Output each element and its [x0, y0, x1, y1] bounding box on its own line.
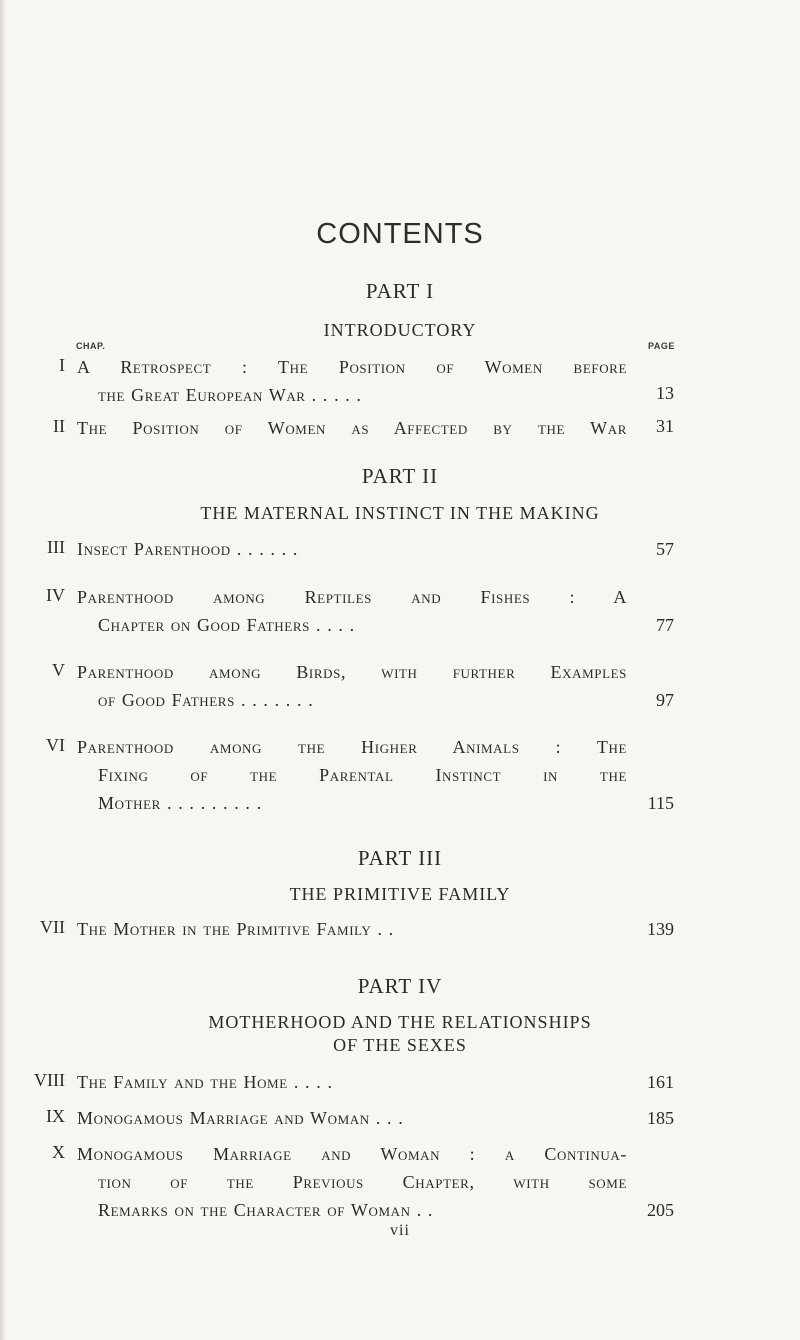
chapter-number: III	[47, 537, 65, 557]
page-number: 13	[656, 383, 674, 403]
chapter-number: VI	[46, 735, 65, 755]
page-number: 205	[647, 1200, 674, 1220]
page-number: 31	[656, 416, 674, 436]
page-number: 161	[647, 1072, 674, 1092]
chapter-title-line: A Retrospect : The Position of Women before	[77, 357, 627, 377]
page-number: 97	[656, 690, 674, 710]
chapter-title-line: The Mother in the Primitive Family . .	[77, 919, 394, 939]
page-number: 139	[647, 919, 674, 939]
chapter-number: I	[59, 355, 65, 375]
part-heading: PART II	[361, 464, 439, 488]
chapter-title-line: tion of the Previous Chapter, with some	[98, 1172, 627, 1192]
part-heading: PART III	[357, 846, 443, 870]
chapter-title-line: Fixing of the Parental Instinct in the	[98, 765, 627, 785]
part-subtitle: MOTHERHOOD AND THE RELATIONSHIPS	[208, 1012, 592, 1032]
page-column-label: PAGE	[648, 341, 675, 351]
page-number: 115	[647, 793, 674, 813]
chapter-title-line: Mother . . . . . . . . .	[98, 793, 262, 813]
chapter-title-line: Chapter on Good Fathers . . . .	[98, 615, 355, 635]
chapter-title-line: The Position of Women as Affected by the War	[77, 418, 627, 438]
chapter-number: IX	[46, 1106, 65, 1126]
chapter-title-line: Remarks on the Character of Woman . .	[98, 1200, 433, 1220]
part-subtitle: THE MATERNAL INSTINCT IN THE MAKING	[200, 503, 600, 523]
chapter-title-line: Insect Parenthood . . . . . .	[77, 539, 298, 559]
chapter-number: X	[52, 1142, 65, 1162]
part-subtitle: OF THE SEXES	[333, 1035, 467, 1055]
page-edge-shadow	[0, 0, 6, 1340]
chapter-number: VII	[40, 917, 65, 937]
page-title: CONTENTS	[316, 218, 484, 250]
page-number: 77	[656, 615, 674, 635]
page-folio: vii	[390, 1222, 410, 1239]
chapter-number: VIII	[34, 1070, 65, 1090]
chapter-column-label: CHAP.	[76, 341, 106, 351]
chapter-number: II	[53, 416, 65, 436]
chapter-title-line: of Good Fathers . . . . . . .	[98, 690, 314, 710]
chapter-title-line: the Great European War . . . . .	[98, 385, 362, 405]
chapter-title-line: Parenthood among the Higher Animals : The	[77, 737, 627, 757]
chapter-number: IV	[46, 585, 65, 605]
part-subtitle: THE PRIMITIVE FAMILY	[289, 884, 511, 904]
part-heading: PART IV	[357, 974, 443, 998]
chapter-title-line: Parenthood among Birds, with further Examples	[77, 662, 627, 682]
part-heading: PART I	[365, 279, 435, 303]
chapter-number: V	[52, 660, 65, 680]
chapter-title-line: Monogamous Marriage and Woman . . .	[77, 1108, 404, 1128]
chapter-title-line: The Family and the Home . . . .	[77, 1072, 333, 1092]
page-number: 185	[647, 1108, 674, 1128]
page-number: 57	[656, 539, 674, 559]
chapter-title-line: Parenthood among Reptiles and Fishes : A	[77, 587, 627, 607]
chapter-title-line: Monogamous Marriage and Woman : a Continua-	[77, 1144, 627, 1164]
part-subtitle: INTRODUCTORY	[323, 320, 477, 340]
